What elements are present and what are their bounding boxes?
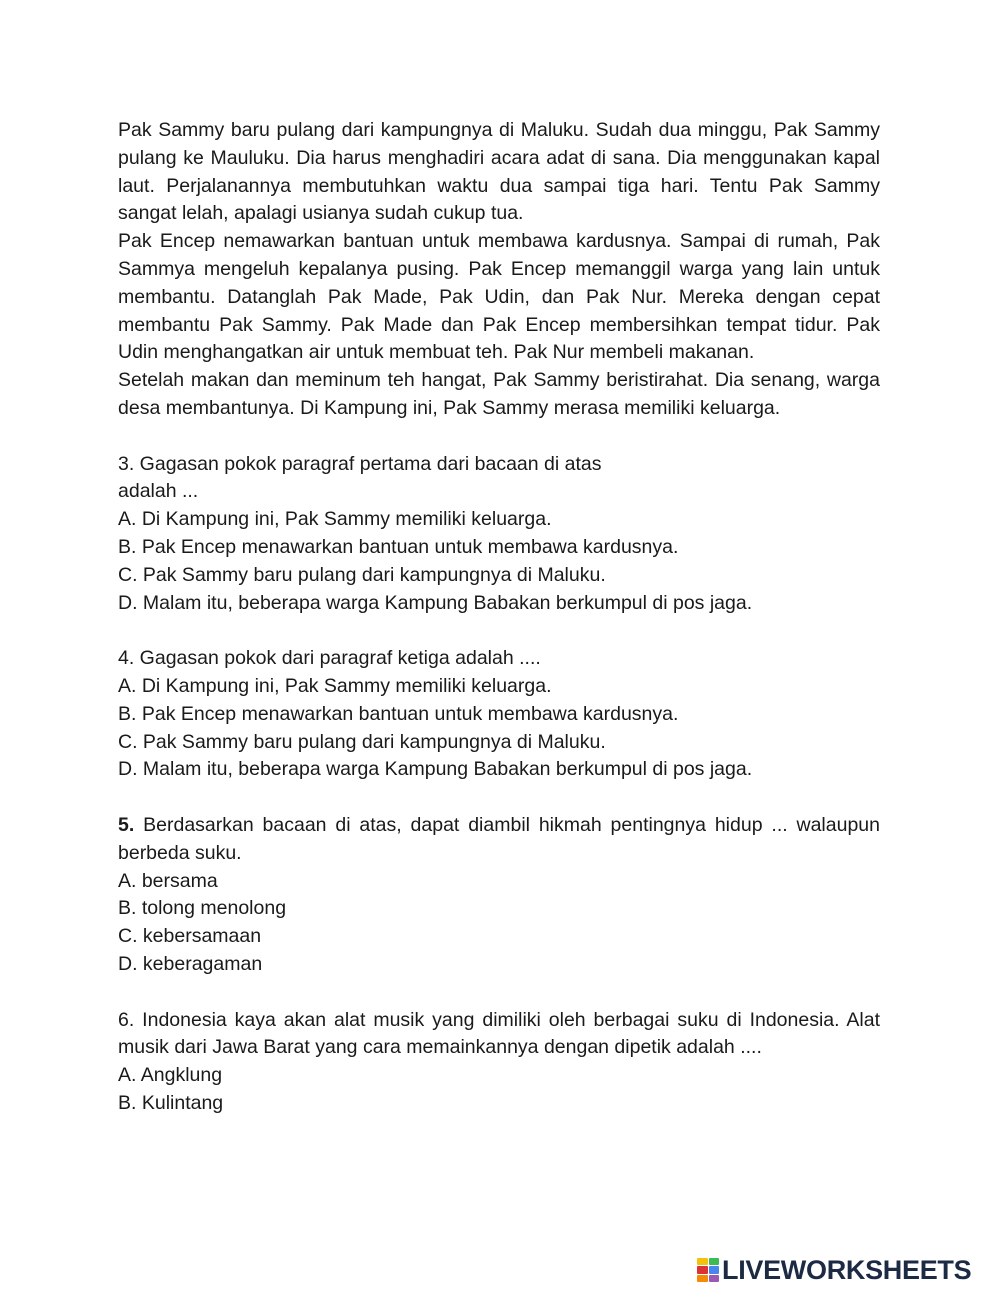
logo-block	[709, 1266, 720, 1273]
question-3-option-d[interactable]: D. Malam itu, beberapa warga Kampung Babakan berkumpul di pos jaga.	[118, 591, 753, 614]
question-4-option-b[interactable]: B. Pak Encep menawarkan bantuan untuk membawa kardusnya.	[118, 702, 679, 725]
worksheet-content	[118, 117, 880, 1118]
question-5-option-b[interactable]: B. tolong menolong	[118, 897, 287, 920]
question-3-option-a[interactable]: A. Di Kampung ini, Pak Sammy memiliki keluarga.	[118, 508, 552, 531]
question-4	[118, 645, 880, 784]
question-3-option-c[interactable]: C. Pak Sammy baru pulang dari kampungnya di Maluku.	[118, 563, 606, 586]
logo-block	[697, 1266, 708, 1273]
question-5-option-d[interactable]: D. keberagaman	[118, 952, 263, 975]
logo-block	[697, 1258, 708, 1265]
question-4-option-c[interactable]: C. Pak Sammy baru pulang dari kampungnya di Maluku.	[118, 730, 606, 753]
passage-paragraph-1: Pak Sammy baru pulang dari kampungnya di Maluku. Sudah dua minggu, Pak Sammy pulang ke Mauluku. Dia harus menghadiri acara adat di sana. Dia menggunakan kapal laut. Perjalanannya membutuhkan waktu dua sampai tiga hari. Tentu Pak Sammy sangat lelah, apalagi usianya sudah cukup tua.	[118, 119, 880, 225]
question-5-option-a[interactable]: A. bersama	[118, 869, 218, 892]
spacer	[118, 979, 880, 1007]
liveworksheets-logo-icon	[697, 1258, 719, 1282]
question-3-stem-line-1: 3. Gagasan pokok paragraf pertama dari bacaan di atas	[118, 452, 602, 475]
question-5	[118, 812, 880, 979]
question-4-stem: 4. Gagasan pokok dari paragraf ketiga adalah ....	[118, 647, 541, 670]
question-5-stem: Berdasarkan bacaan di atas, dapat diambil hikmah pentingnya hidup ... walaupun berbeda suku.	[118, 813, 880, 864]
logo-block	[697, 1275, 708, 1282]
question-6	[118, 1007, 880, 1118]
logo-block	[709, 1258, 720, 1265]
question-6-option-a[interactable]: A. Angklung	[118, 1064, 223, 1087]
passage-paragraph-3: Setelah makan dan meminum teh hangat, Pak Sammy beristirahat. Dia senang, warga desa membantunya. Di Kampung ini, Pak Sammy merasa memiliki keluarga.	[118, 369, 880, 419]
passage-paragraph-2: Pak Encep nemawarkan bantuan untuk membawa kardusnya. Sampai di rumah, Pak Sammya mengeluh kepalanya pusing. Pak Encep memanggil warga yang lain untuk membantu. Datanglah Pak Made, Pak Udin, dan Pak Nur. Mereka dengan cepat membantu Pak Sammy. Pak Made dan Pak Encep membersihkan tempat tidur. Pak Udin menghangatkan air untuk membuat teh. Pak Nur membeli makanan.	[118, 230, 880, 364]
liveworksheets-logo-text: LIVEWORKSHEETS	[722, 1255, 972, 1285]
logo-block	[709, 1275, 720, 1282]
question-3-stem-line-2: adalah ...	[118, 480, 199, 503]
question-4-option-d[interactable]: D. Malam itu, beberapa warga Kampung Babakan berkumpul di pos jaga.	[118, 758, 753, 781]
question-3	[118, 451, 880, 618]
question-5-stem-block	[118, 812, 880, 868]
question-3-option-b[interactable]: B. Pak Encep menawarkan bantuan untuk membawa kardusnya.	[118, 535, 679, 558]
spacer	[118, 617, 880, 645]
spacer	[118, 423, 880, 451]
question-4-option-a[interactable]: A. Di Kampung ini, Pak Sammy memiliki keluarga.	[118, 674, 552, 697]
question-6-option-b[interactable]: B. Kulintang	[118, 1091, 224, 1114]
question-5-number: 5.	[118, 813, 135, 836]
question-5-option-c[interactable]: C. kebersamaan	[118, 925, 262, 948]
spacer	[118, 784, 880, 812]
question-6-stem: 6. Indonesia kaya akan alat musik yang dimiliki oleh berbagai suku di Indonesia. Alat musik dari Jawa Barat yang cara memainkannya dengan dipetik adalah ....	[118, 1008, 880, 1059]
liveworksheets-logo	[697, 1255, 971, 1285]
